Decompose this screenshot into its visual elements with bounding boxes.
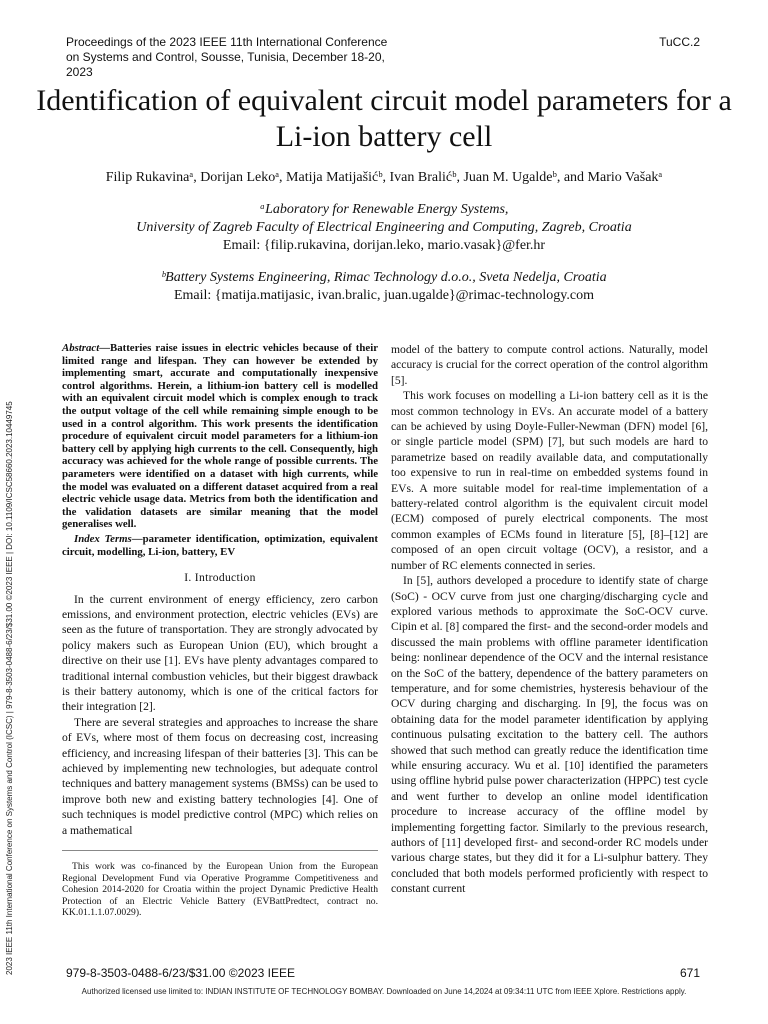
license-notice: Authorized licensed use limited to: INDIAN INSTITUTE OF TECHNOLOGY BOMBAY. Downloaded on June 14,2024 at 09:34:11 UTC from IEEE Xplore. Restrictions apply.: [81, 987, 687, 996]
isbn-footer: 979-8-3503-0488-6/23/$31.00 ©2023 IEEE: [66, 966, 296, 980]
index-terms-text: —parameter identification, optimization, equivalent circuit, modelling, Li-ion, battery, EV: [62, 532, 378, 558]
doi-sidebar: 2023 IEEE 11th International Conference on Systems and Control (ICSC) | 979-8-3503-0488-6/23/$31.00 ©2023 IEEE | DOI: 10.1109/ICSC58660.2023.10449745: [5, 401, 14, 975]
intro-paragraph-continued: model of the battery to compute control actions. Naturally, model accuracy is crucial for the correct operation of the control algorithm [5].: [391, 343, 708, 387]
affiliation-b: [30, 269, 738, 305]
intro-paragraph-4: In [5], authors developed a procedure to identify state of charge (SoC) - OCV curve from just one charging/discharging cycle and explored various methods to approximate the SoC-OCV curve. Cipin et al. [8] compared the first- and the second-order models and discussed the main problems with offline parameter identification being: nonlinear dependence of the OCV and the internal resistance on the SoC of the battery, dependence of the battery parameters on temperature, and for some chemistries, hysteresis behaviour of the OCV during charging and discharging. In [9], the focus was on obtaining data for the model parameter identification by applying continuous pulsating excitation to the battery cell. The authors showed that such method can greatly reduce the identification time while ensuring accuracy. Wu et al. [10] identified the parameters using offline hybrid pulse power characterization (HPPC) test cycle and went further to develop an online model identification procedure to increase accuracy of the offline model by implementing forgetting factor. Similarly to the previous research, authors of [11] developed first- and second-order RC models under various charge states, but they did it for a Li-sulphur battery. They concluded that both models performed proficiently with respect to constant current: [391, 574, 708, 896]
abstract-label: Abstract: [62, 342, 100, 354]
abstract: [62, 342, 378, 531]
right-column: [391, 342, 708, 897]
session-code: TuCC.2: [659, 35, 700, 49]
section-heading-introduction: I. Introduction: [184, 571, 256, 585]
affiliation-b-line1: ᵇBattery Systems Engineering, Rimac Technology d.o.o., Sveta Nedelja, Croatia: [161, 270, 607, 285]
affiliation-a: [30, 201, 738, 255]
affiliation-a-email: Email: {filip.rukavina, dorijan.leko, mario.vasak}@fer.hr: [222, 238, 546, 253]
funding-footnote: This work was co-financed by the European Union from the European Regional Development Fund via Operative Programme Competitiveness and Cohesion 2014-2020 for Croatia within the project Dynamic Predictive Health Protection of an Electric Vehicle Battery (EVBattPredtect, contract no. KK.01.1.1.07.0029).: [62, 850, 378, 919]
affiliation-a-line2: University of Zagreb Faculty of Electrical Engineering and Computing, Zagreb, Croatia: [136, 220, 632, 235]
author-list: Filip Rukavinaᵃ, Dorijan Lekoᵃ, Matija Matijašićᵇ, Ivan Bralićᵇ, Juan M. Ugaldeᵇ, and Mario Vašakᵃ: [105, 170, 663, 185]
conference-header: Proceedings of the 2023 IEEE 11th International Conference on Systems and Control, Sousse, Tunisia, December 18-20, 2023: [66, 35, 388, 79]
page-number: 671: [679, 966, 700, 980]
affiliation-a-line1: ᵃLaboratory for Renewable Energy Systems,: [259, 202, 509, 217]
left-column: [62, 342, 378, 919]
intro-paragraph-1: In the current environment of energy efficiency, zero carbon emissions, and environment protection, electric vehicles (EVs) are seen as the future of transportation. They are strongly advocated by policy makers such as European Union (EU), which brought a directive on their use [1]. EVs have plenty advantages compared to traditional internal combustion vehicles, but their biggest drawback is their battery autonomy, which is one of the critical factors for their integration [2].: [62, 592, 378, 714]
intro-paragraph-3: This work focuses on modelling a Li-ion battery cell as it is the most common technology in EVs. An accurate model of a battery can be achieved by using Doyle-Fuller-Newman (DFN) model [6], or single particle model (SPM) [7], but such models are hard to parametrize based on readily available data, and computationally too expensive to run in real-time on embedded systems found in EVs. A more suitable model for real-time implementation of a battery-related control algorithm is the equivalent circuit model (ECM) composed of purely electrical components. The most common examples of ECMs found in literature [5], [8]–[12] are composed of an open circuit voltage (OCV), a resistor, and a number of RC elements connected in series.: [391, 389, 708, 572]
index-terms-label: Index Terms: [74, 532, 132, 545]
intro-paragraph-2: There are several strategies and approaches to increase the share of EVs, where most of them focus on decreasing cost, increasing efficiency, and increasing lifespan of their batteries [3]. This can be achieved by implementing new technologies, but adequate control techniques and battery management systems (BMSs) can be used to improve both new and existing battery technologies [4]. One of such techniques is model predictive control (MPC) which relies on a mathematical: [62, 715, 378, 837]
index-terms: [62, 533, 378, 558]
paper-title: Identification of equivalent circuit model parameters for a Li-ion battery cell: [36, 84, 732, 153]
affiliation-b-email: Email: {matija.matijasic, ivan.bralic, juan.ugalde}@rimac-technology.com: [173, 288, 594, 303]
abstract-text: —Batteries raise issues in electric vehicles because of their limited range and lifespan. They can however be extended by implementing smart, accurate and computationally inexpensive control algorithms. Herein, a lithium-ion battery cell is modelled with an equivalent circuit model which is complex enough to track the output voltage of the cell while remaining simple enough to be used in a control algorithm. This work presents the identification procedure of equivalent circuit model parameters for a lithium-ion battery cell by applying high currents to the cell. Consequently, high accuracy was achieved for the whole range of possible currents. The parameters were identified on a dataset with high currents, while the model was evaluated on a different dataset acquired from a real electric vehicle usage data. Metrics from both the identification and the validation datasets are similar meaning that the model generalises well.: [62, 342, 378, 531]
